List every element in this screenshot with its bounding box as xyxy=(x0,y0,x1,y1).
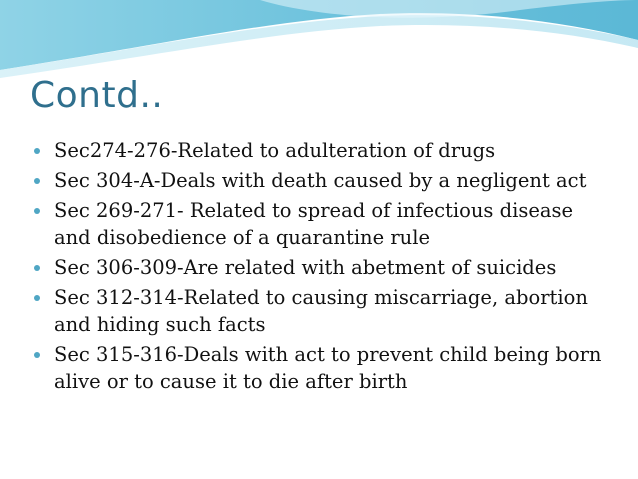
bullet-dot-icon xyxy=(34,295,40,301)
bullet-text: Sec 312-314-Related to causing miscarriage, abortion and hiding such facts xyxy=(54,286,588,336)
bullet-list xyxy=(32,137,612,398)
bullet-dot-icon xyxy=(34,148,40,154)
slide-title: Contd.. xyxy=(30,75,164,116)
bullet-item xyxy=(32,137,612,164)
bullet-text: Sec 306-309-Are related with abetment of suicides xyxy=(54,256,557,279)
bullet-item xyxy=(32,197,612,251)
bullet-text: Sec 304-A-Deals with death caused by a negligent act xyxy=(54,169,587,192)
header-wave-decoration xyxy=(0,0,638,80)
bullet-item xyxy=(32,341,612,395)
bullet-item xyxy=(32,167,612,194)
bullet-dot-icon xyxy=(34,352,40,358)
bullet-text: Sec 269-271- Related to spread of infectious disease and disobedience of a quarantine rule xyxy=(54,199,574,249)
bullet-item xyxy=(32,284,612,338)
bullet-dot-icon xyxy=(34,208,40,214)
bullet-dot-icon xyxy=(34,265,40,271)
bullet-item xyxy=(32,254,612,281)
bullet-dot-icon xyxy=(34,178,40,184)
bullet-text: Sec274-276-Related to adulteration of drugs xyxy=(54,139,496,162)
bullet-text: Sec 315-316-Deals with act to prevent child being born alive or to cause it to die after birth xyxy=(54,343,602,393)
